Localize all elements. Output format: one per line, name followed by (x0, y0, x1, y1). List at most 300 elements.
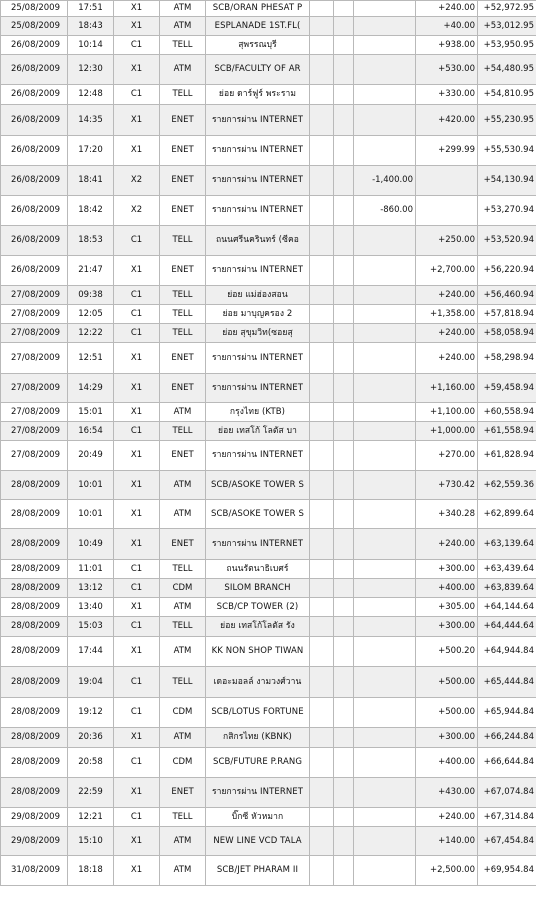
withdrawal-cell (354, 529, 416, 560)
empty-cell (310, 579, 334, 598)
time-cell: 17:20 (68, 136, 114, 166)
date-cell: 27/08/2009 (1, 305, 68, 324)
table-row[interactable] (1, 500, 536, 529)
channel-cell: ATM (160, 17, 206, 36)
deposit-cell: +400.00 (416, 748, 478, 778)
withdrawal-cell (354, 827, 416, 856)
description-cell: ถนนศรีนครินทร์ (ซีคอ (206, 226, 310, 256)
code-cell: X1 (114, 500, 160, 529)
withdrawal-cell (354, 403, 416, 422)
table-row[interactable] (1, 305, 536, 324)
table-row[interactable] (1, 560, 536, 579)
withdrawal-cell (354, 136, 416, 166)
empty-cell (334, 637, 354, 667)
balance-cell: +67,314.84 (478, 808, 536, 827)
table-row[interactable] (1, 136, 536, 166)
deposit-cell: +300.00 (416, 728, 478, 748)
empty-cell (310, 598, 334, 617)
deposit-cell: +500.20 (416, 637, 478, 667)
code-cell: C1 (114, 324, 160, 343)
deposit-cell: +250.00 (416, 226, 478, 256)
time-cell: 10:49 (68, 529, 114, 560)
date-cell: 26/08/2009 (1, 166, 68, 196)
empty-cell (310, 637, 334, 667)
empty-cell (334, 827, 354, 856)
balance-cell: +66,244.84 (478, 728, 536, 748)
time-cell: 11:01 (68, 560, 114, 579)
time-cell: 20:49 (68, 441, 114, 471)
empty-cell (310, 136, 334, 166)
date-cell: 26/08/2009 (1, 256, 68, 286)
channel-cell: ENET (160, 343, 206, 374)
time-cell: 12:30 (68, 55, 114, 85)
empty-cell (334, 856, 354, 886)
deposit-cell: +40.00 (416, 17, 478, 36)
time-cell: 15:01 (68, 403, 114, 422)
channel-cell: TELL (160, 85, 206, 105)
date-cell: 27/08/2009 (1, 422, 68, 441)
balance-cell: +57,818.94 (478, 305, 536, 324)
empty-cell (334, 196, 354, 226)
time-cell: 18:18 (68, 856, 114, 886)
description-cell: บิ๊กซี หัวหมาก (206, 808, 310, 827)
code-cell: C1 (114, 36, 160, 55)
time-cell: 20:58 (68, 748, 114, 778)
date-cell: 27/08/2009 (1, 403, 68, 422)
withdrawal-cell (354, 471, 416, 500)
code-cell: X1 (114, 471, 160, 500)
description-cell: SCB/CP TOWER (2) (206, 598, 310, 617)
deposit-cell: +430.00 (416, 778, 478, 808)
description-cell: ย่อย สุขุมวิท(ซอยสุ (206, 324, 310, 343)
table-row[interactable] (1, 698, 536, 728)
description-cell: ถนนรัตนาธิเบศร์ (206, 560, 310, 579)
balance-cell: +54,130.94 (478, 166, 536, 196)
channel-cell: ENET (160, 441, 206, 471)
empty-cell (334, 579, 354, 598)
date-cell: 31/08/2009 (1, 856, 68, 886)
date-cell: 26/08/2009 (1, 136, 68, 166)
deposit-cell: +140.00 (416, 827, 478, 856)
code-cell: C1 (114, 808, 160, 827)
table-row[interactable] (1, 422, 536, 441)
description-cell: กรุงไทย (KTB) (206, 403, 310, 422)
date-cell: 28/08/2009 (1, 617, 68, 637)
empty-cell (310, 256, 334, 286)
deposit-cell: +530.00 (416, 55, 478, 85)
time-cell: 12:51 (68, 343, 114, 374)
empty-cell (334, 422, 354, 441)
withdrawal-cell (354, 85, 416, 105)
description-cell: สุพรรณบุรี (206, 36, 310, 55)
time-cell: 22:59 (68, 778, 114, 808)
channel-cell: TELL (160, 286, 206, 305)
time-cell: 18:53 (68, 226, 114, 256)
withdrawal-cell (354, 808, 416, 827)
table-row[interactable] (1, 343, 536, 374)
deposit-cell (416, 166, 478, 196)
empty-cell (334, 36, 354, 55)
empty-cell (334, 136, 354, 166)
date-cell: 28/08/2009 (1, 529, 68, 560)
empty-cell (334, 667, 354, 698)
balance-cell: +60,558.94 (478, 403, 536, 422)
deposit-cell: +1,000.00 (416, 422, 478, 441)
table-row[interactable] (1, 827, 536, 856)
empty-cell (334, 1, 354, 17)
table-row[interactable] (1, 617, 536, 637)
time-cell: 15:10 (68, 827, 114, 856)
table-row[interactable] (1, 637, 536, 667)
empty-cell (334, 471, 354, 500)
empty-cell (310, 667, 334, 698)
empty-cell (310, 441, 334, 471)
deposit-cell: +330.00 (416, 85, 478, 105)
table-row[interactable] (1, 471, 536, 500)
channel-cell: ENET (160, 529, 206, 560)
date-cell: 27/08/2009 (1, 286, 68, 305)
empty-cell (334, 105, 354, 136)
channel-cell: ATM (160, 471, 206, 500)
code-cell: X1 (114, 374, 160, 403)
table-row[interactable] (1, 808, 536, 827)
table-row[interactable] (1, 17, 536, 36)
table-row[interactable] (1, 667, 536, 698)
balance-cell: +55,230.95 (478, 105, 536, 136)
table-row[interactable] (1, 529, 536, 560)
empty-cell (310, 422, 334, 441)
withdrawal-cell (354, 778, 416, 808)
empty-cell (334, 529, 354, 560)
code-cell: X1 (114, 17, 160, 36)
empty-cell (334, 778, 354, 808)
time-cell: 15:03 (68, 617, 114, 637)
channel-cell: ATM (160, 403, 206, 422)
time-cell: 14:29 (68, 374, 114, 403)
deposit-cell: +2,500.00 (416, 856, 478, 886)
description-cell: ย่อย เทสโก้ โลตัส บา (206, 422, 310, 441)
time-cell: 12:05 (68, 305, 114, 324)
channel-cell: ATM (160, 55, 206, 85)
balance-cell: +62,899.64 (478, 500, 536, 529)
channel-cell: ENET (160, 105, 206, 136)
description-cell: รายการผ่าน INTERNET (206, 136, 310, 166)
description-cell: กสิกรไทย (KBNK) (206, 728, 310, 748)
code-cell: C1 (114, 579, 160, 598)
deposit-cell: +240.00 (416, 529, 478, 560)
channel-cell: ATM (160, 827, 206, 856)
table-row[interactable] (1, 1, 536, 17)
time-cell: 10:01 (68, 471, 114, 500)
description-cell: รายการผ่าน INTERNET (206, 166, 310, 196)
time-cell: 10:14 (68, 36, 114, 55)
balance-cell: +53,950.95 (478, 36, 536, 55)
deposit-cell: +240.00 (416, 1, 478, 17)
empty-cell (310, 1, 334, 17)
balance-cell: +59,458.94 (478, 374, 536, 403)
code-cell: X1 (114, 598, 160, 617)
code-cell: X1 (114, 827, 160, 856)
description-cell: รายการผ่าน INTERNET (206, 343, 310, 374)
table-row[interactable] (1, 374, 536, 403)
date-cell: 28/08/2009 (1, 560, 68, 579)
empty-cell (334, 17, 354, 36)
empty-cell (310, 500, 334, 529)
table-row[interactable] (1, 36, 536, 55)
withdrawal-cell (354, 256, 416, 286)
deposit-cell: +299.99 (416, 136, 478, 166)
channel-cell: TELL (160, 808, 206, 827)
date-cell: 28/08/2009 (1, 500, 68, 529)
empty-cell (310, 305, 334, 324)
time-cell: 16:54 (68, 422, 114, 441)
table-row[interactable] (1, 196, 536, 226)
table-row[interactable] (1, 856, 536, 886)
channel-cell: TELL (160, 667, 206, 698)
code-cell: X1 (114, 778, 160, 808)
channel-cell: ATM (160, 598, 206, 617)
code-cell: X1 (114, 728, 160, 748)
date-cell: 26/08/2009 (1, 105, 68, 136)
channel-cell: ENET (160, 196, 206, 226)
date-cell: 28/08/2009 (1, 471, 68, 500)
date-cell: 28/08/2009 (1, 698, 68, 728)
code-cell: C1 (114, 748, 160, 778)
table-row[interactable] (1, 105, 536, 136)
empty-cell (310, 560, 334, 579)
withdrawal-cell: -1,400.00 (354, 166, 416, 196)
description-cell: SILOM BRANCH (206, 579, 310, 598)
time-cell: 12:21 (68, 808, 114, 827)
time-cell: 13:40 (68, 598, 114, 617)
balance-cell: +67,074.84 (478, 778, 536, 808)
empty-cell (310, 403, 334, 422)
code-cell: X1 (114, 1, 160, 17)
balance-cell: +65,444.84 (478, 667, 536, 698)
deposit-cell: +500.00 (416, 698, 478, 728)
time-cell: 18:43 (68, 17, 114, 36)
table-row[interactable] (1, 85, 536, 105)
empty-cell (334, 343, 354, 374)
table-row[interactable] (1, 778, 536, 808)
empty-cell (310, 728, 334, 748)
balance-cell: +54,480.95 (478, 55, 536, 85)
description-cell: รายการผ่าน INTERNET (206, 105, 310, 136)
code-cell: C1 (114, 286, 160, 305)
deposit-cell: +300.00 (416, 617, 478, 637)
empty-cell (310, 471, 334, 500)
empty-cell (310, 286, 334, 305)
empty-cell (310, 529, 334, 560)
table-row[interactable] (1, 166, 536, 196)
code-cell: C1 (114, 698, 160, 728)
withdrawal-cell (354, 422, 416, 441)
table-row[interactable] (1, 748, 536, 778)
code-cell: X1 (114, 403, 160, 422)
code-cell: X1 (114, 343, 160, 374)
table-row[interactable] (1, 441, 536, 471)
deposit-cell: +240.00 (416, 808, 478, 827)
date-cell: 28/08/2009 (1, 778, 68, 808)
empty-cell (334, 808, 354, 827)
balance-cell: +65,944.84 (478, 698, 536, 728)
deposit-cell: +270.00 (416, 441, 478, 471)
code-cell: X1 (114, 105, 160, 136)
description-cell: SCB/ORAN PHESAT P (206, 1, 310, 17)
balance-cell: +52,972.95 (478, 1, 536, 17)
time-cell: 19:04 (68, 667, 114, 698)
empty-cell (334, 226, 354, 256)
empty-cell (310, 17, 334, 36)
description-cell: SCB/FUTURE P.RANG (206, 748, 310, 778)
date-cell: 28/08/2009 (1, 667, 68, 698)
date-cell: 26/08/2009 (1, 85, 68, 105)
deposit-cell: +938.00 (416, 36, 478, 55)
channel-cell: TELL (160, 305, 206, 324)
date-cell: 27/08/2009 (1, 441, 68, 471)
withdrawal-cell (354, 324, 416, 343)
table-row[interactable] (1, 579, 536, 598)
balance-cell: +63,439.64 (478, 560, 536, 579)
code-cell: X1 (114, 136, 160, 166)
description-cell: รายการผ่าน INTERNET (206, 196, 310, 226)
balance-cell: +61,558.94 (478, 422, 536, 441)
balance-cell: +56,220.94 (478, 256, 536, 286)
time-cell: 12:48 (68, 85, 114, 105)
date-cell: 28/08/2009 (1, 579, 68, 598)
empty-cell (334, 441, 354, 471)
balance-cell: +69,954.84 (478, 856, 536, 886)
deposit-cell (416, 196, 478, 226)
empty-cell (310, 856, 334, 886)
balance-cell: +53,270.94 (478, 196, 536, 226)
table-row[interactable] (1, 55, 536, 85)
withdrawal-cell (354, 637, 416, 667)
deposit-cell: +1,100.00 (416, 403, 478, 422)
withdrawal-cell (354, 560, 416, 579)
date-cell: 26/08/2009 (1, 196, 68, 226)
description-cell: SCB/FACULTY OF AR (206, 55, 310, 85)
empty-cell (310, 343, 334, 374)
table-row[interactable] (1, 403, 536, 422)
description-cell: KK NON SHOP TIWAN (206, 637, 310, 667)
deposit-cell: +500.00 (416, 667, 478, 698)
withdrawal-cell (354, 617, 416, 637)
code-cell: C1 (114, 305, 160, 324)
description-cell: ESPLANADE 1ST.FL( (206, 17, 310, 36)
description-cell: รายการผ่าน INTERNET (206, 374, 310, 403)
description-cell: SCB/JET PHARAM II (206, 856, 310, 886)
channel-cell: ENET (160, 778, 206, 808)
date-cell: 25/08/2009 (1, 17, 68, 36)
empty-cell (310, 36, 334, 55)
channel-cell: ATM (160, 500, 206, 529)
table-row[interactable] (1, 256, 536, 286)
withdrawal-cell (354, 500, 416, 529)
empty-cell (310, 55, 334, 85)
description-cell: รายการผ่าน INTERNET (206, 441, 310, 471)
withdrawal-cell (354, 226, 416, 256)
balance-cell: +62,559.36 (478, 471, 536, 500)
date-cell: 27/08/2009 (1, 324, 68, 343)
date-cell: 28/08/2009 (1, 728, 68, 748)
deposit-cell: +400.00 (416, 579, 478, 598)
channel-cell: TELL (160, 324, 206, 343)
code-cell: X1 (114, 256, 160, 286)
code-cell: X1 (114, 55, 160, 85)
description-cell: SCB/ASOKE TOWER S (206, 500, 310, 529)
balance-cell: +55,530.94 (478, 136, 536, 166)
empty-cell (334, 166, 354, 196)
withdrawal-cell (354, 36, 416, 55)
description-cell: ย่อย มาบุญครอง 2 (206, 305, 310, 324)
table-row[interactable] (1, 286, 536, 305)
withdrawal-cell (354, 856, 416, 886)
balance-cell: +53,012.95 (478, 17, 536, 36)
empty-cell (334, 403, 354, 422)
balance-cell: +53,520.94 (478, 226, 536, 256)
withdrawal-cell (354, 105, 416, 136)
code-cell: X2 (114, 196, 160, 226)
date-cell: 26/08/2009 (1, 226, 68, 256)
withdrawal-cell (354, 343, 416, 374)
balance-cell: +64,144.64 (478, 598, 536, 617)
empty-cell (334, 305, 354, 324)
table-row[interactable] (1, 598, 536, 617)
withdrawal-cell (354, 579, 416, 598)
code-cell: X2 (114, 166, 160, 196)
deposit-cell: +340.28 (416, 500, 478, 529)
time-cell: 09:38 (68, 286, 114, 305)
table-row[interactable] (1, 728, 536, 748)
withdrawal-cell (354, 698, 416, 728)
empty-cell (334, 374, 354, 403)
deposit-cell: +240.00 (416, 324, 478, 343)
description-cell: เดอะมอลล์ งามวงศ์วาน (206, 667, 310, 698)
empty-cell (334, 324, 354, 343)
withdrawal-cell (354, 286, 416, 305)
balance-cell: +61,828.94 (478, 441, 536, 471)
withdrawal-cell: -860.00 (354, 196, 416, 226)
channel-cell: ATM (160, 1, 206, 17)
empty-cell (310, 748, 334, 778)
empty-cell (310, 85, 334, 105)
withdrawal-cell (354, 441, 416, 471)
empty-cell (334, 617, 354, 637)
empty-cell (334, 85, 354, 105)
table-row[interactable] (1, 226, 536, 256)
withdrawal-cell (354, 305, 416, 324)
empty-cell (310, 226, 334, 256)
balance-cell: +58,058.94 (478, 324, 536, 343)
time-cell: 17:44 (68, 637, 114, 667)
date-cell: 25/08/2009 (1, 1, 68, 17)
withdrawal-cell (354, 1, 416, 17)
channel-cell: ATM (160, 856, 206, 886)
withdrawal-cell (354, 667, 416, 698)
balance-cell: +56,460.94 (478, 286, 536, 305)
channel-cell: TELL (160, 422, 206, 441)
time-cell: 20:36 (68, 728, 114, 748)
empty-cell (334, 598, 354, 617)
channel-cell: ENET (160, 256, 206, 286)
time-cell: 18:41 (68, 166, 114, 196)
balance-cell: +66,644.84 (478, 748, 536, 778)
time-cell: 21:47 (68, 256, 114, 286)
withdrawal-cell (354, 598, 416, 617)
table-row[interactable] (1, 324, 536, 343)
channel-cell: TELL (160, 560, 206, 579)
